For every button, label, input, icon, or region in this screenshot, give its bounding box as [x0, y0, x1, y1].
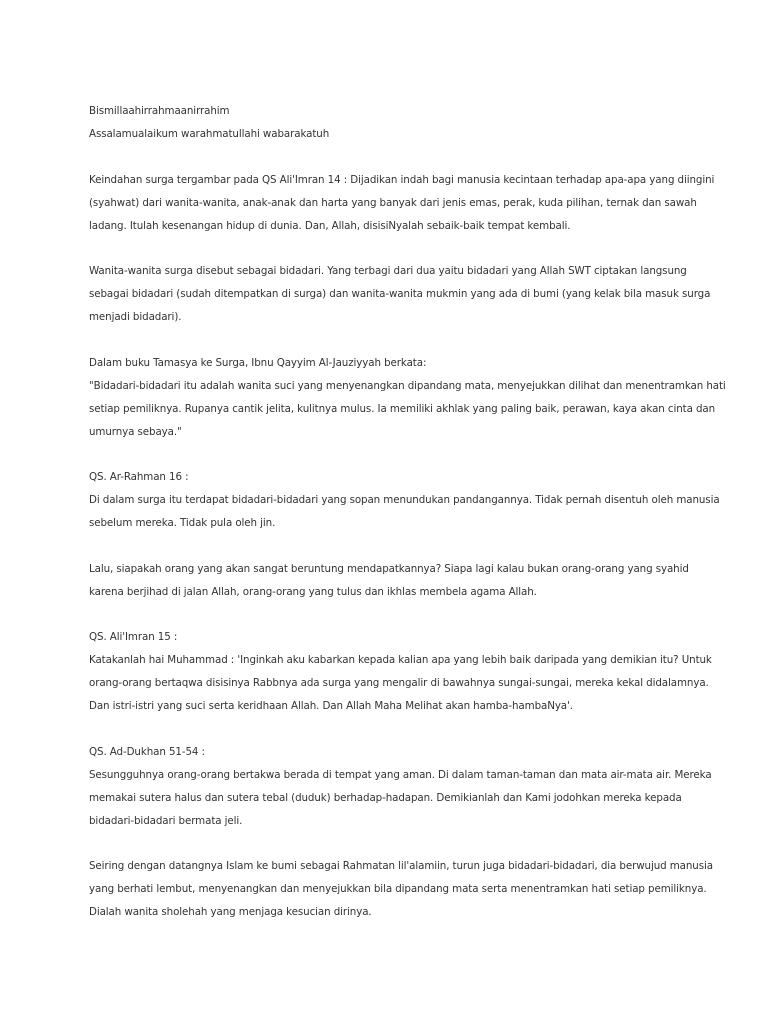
paragraph-line: Wanita-wanita surga disebut sebagai bidadari. Yang terbagi dari dua yaitu bidadari yang Allah SWT ciptakan langsung	[89, 265, 687, 277]
paragraph-line: Dialah wanita sholehah yang menjaga kesucian dirinya.	[89, 906, 372, 918]
document-page	[89, 100, 726, 924]
paragraph-line: Lalu, siapakah orang yang akan sangat beruntung mendapatkannya? Siapa lagi kalau bukan orang-orang yang syahid	[89, 562, 689, 575]
paragraph-line: yang berhati lembut, menyenangkan dan menyejukkan bila dipandang mata serta menentramkan hati setiap pemiliknya.	[89, 883, 707, 895]
paragraph-line: Seiring dengan datangnya Islam ke bumi sebagai Rahmatan lil'alamiin, turun juga bidadari-bidadari, dia berwujud manusia	[89, 860, 713, 872]
paragraph-line: bidadari-bidadari bermata jeli.	[89, 814, 243, 827]
paragraph-line: sebagai bidadari (sudah ditempatkan di surga) dan wanita-wanita mukmin yang ada di bumi (yang kelak bila masuk surga	[89, 288, 711, 300]
paragraph-line: Dan istri-istri yang suci serta keridhaan Allah. Dan Allah Maha Melihat akan hamba-hambaNya'.	[89, 700, 573, 712]
paragraph-line: menjadi bidadari).	[89, 311, 182, 323]
paragraph	[89, 260, 711, 329]
quote-line: umurnya sebaya."	[89, 425, 182, 438]
paragraph-line: Di dalam surga itu terdapat bidadari-bidadari yang sopan menundukan pandangannya. Tidak pernah disentuh oleh manusia	[89, 494, 720, 506]
verse-reference: QS. Ad-Dukhan 51-54 :	[89, 745, 205, 758]
quote-line: "Bidadari-bidadari itu adalah wanita suci yang menyenangkan dipandang mata, menyejukkan dilihat dan menentramkan hati	[89, 379, 726, 392]
paragraph	[89, 352, 726, 444]
quote-line: setiap pemiliknya. Rupanya cantik jelita, kulitnya mulus. Ia memiliki akhlak yang paling baik, perawan, kaya akan cinta dan	[89, 402, 716, 415]
paragraph-line: Sesungguhnya orang-orang bertakwa berada di tempat yang aman. Di dalam taman-taman dan mata air-mata air. Mereka	[89, 768, 712, 781]
paragraph	[89, 855, 713, 924]
paragraph-line: Katakanlah hai Muhammad : 'Inginkah aku kabarkan kepada kalian apa yang lebih baik daripada yang demikian itu? Untuk	[89, 654, 712, 666]
paragraph-line: memakai sutera halus dan sutera tebal (duduk) berhadap-hadapan. Demikianlah dan Kami jodohkan mereka kepada	[89, 791, 682, 804]
greeting-bismillah: Bismillaahirrahmaanirrahim	[89, 105, 230, 117]
greeting-salam: Assalamualaikum warahmatullahi wabarakatuh	[89, 128, 330, 140]
verse-reference: QS. Ali'Imran 15 :	[89, 631, 178, 643]
verse-reference: QS. Ar-Rahman 16 :	[89, 471, 189, 483]
paragraph	[89, 169, 715, 238]
paragraph-line: Keindahan surga tergambar pada QS Ali'Imran 14 : Dijadikan indah bagi manusia kecintaan terhadap apa-apa yang diingini	[89, 173, 715, 186]
paragraph-line: orang-orang bertaqwa disisinya Rabbnya ada surga yang mengalir di bawahnya sungai-sungai, mereka kekal didalamnya.	[89, 677, 709, 689]
paragraph-line: ladang. Itulah kesenangan hidup di dunia. Dan, Allah, disisiNyalah sebaik-baik tempat kembali.	[89, 219, 571, 232]
paragraph-line: sebelum mereka. Tidak pula oleh jin.	[89, 517, 276, 529]
paragraph	[89, 741, 712, 833]
paragraph	[89, 626, 712, 718]
paragraph-line: karena berjihad di jalan Allah, orang-orang yang tulus dan ikhlas membela agama Allah.	[89, 585, 537, 598]
paragraph-line: (syahwat) dari wanita-wanita, anak-anak dan harta yang banyak dari jenis emas, perak, kuda pilihan, ternak dan sawah	[89, 196, 697, 209]
paragraph	[89, 466, 720, 535]
paragraph	[89, 558, 699, 604]
paragraph-line: Dalam buku Tamasya ke Surga, Ibnu Qayyim Al-Jauziyyah berkata:	[89, 356, 427, 369]
